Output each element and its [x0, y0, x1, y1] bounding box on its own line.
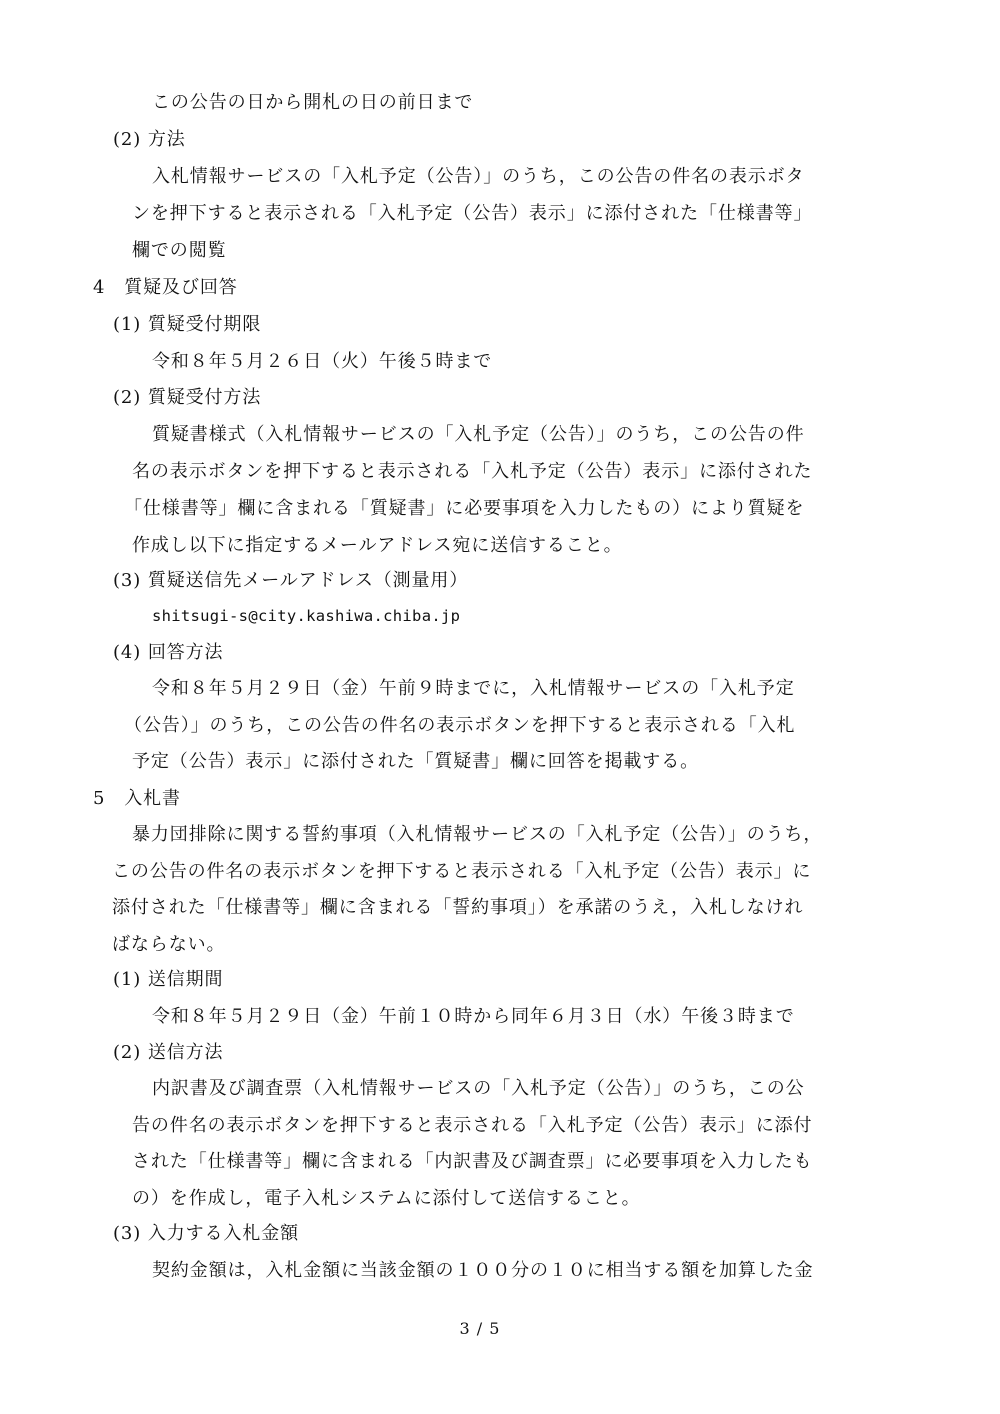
subsection-heading: (2) 質疑受付方法 [113, 387, 262, 408]
email-address: shitsugi-s@city.kashiwa.chiba.jp [152, 607, 461, 625]
body-line: 添付された「仕様書等」欄に含まれる「誓約事項」）を承諾のうえ，入札しなけれ [112, 897, 804, 918]
body-line: 告の件名の表示ボタンを押下すると表示される「入札予定（公告）表示」に添付 [132, 1115, 813, 1136]
body-line: この公告の件名の表示ボタンを押下すると表示される「入札予定（公告）表示」に [112, 861, 812, 882]
body-line: 令和８年５月２９日（金）午前９時までに，入札情報サービスの「入札予定 [152, 678, 795, 699]
body-line: 令和８年５月２９日（金）午前１０時から同年６月３日（水）午後３時まで [152, 1006, 795, 1027]
subsection-heading: (2) 送信方法 [113, 1042, 224, 1063]
body-line: この公告の日から開札の日の前日まで [152, 92, 474, 113]
subsection-heading: (3) 入力する入札金額 [113, 1223, 300, 1244]
section-heading: 4 質疑及び回答 [93, 277, 238, 298]
subsection-heading: (1) 質疑受付期限 [113, 314, 262, 335]
body-line: された「仕様書等」欄に含まれる「内訳書及び調査票」に必要事項を入力したも [132, 1151, 813, 1172]
body-line: 予定（公告）表示」に添付された「質疑書」欄に回答を掲載する。 [132, 751, 699, 772]
section-heading: 5 入札書 [93, 788, 181, 809]
body-line: の）を作成し，電子入札システムに添付して送信すること。 [132, 1188, 641, 1209]
body-line: 入札情報サービスの「入札予定（公告）」のうち，この公告の件名の表示ボタ [152, 166, 805, 187]
body-line: 作成し以下に指定するメールアドレス宛に送信すること。 [132, 535, 623, 556]
subsection-heading: (1) 送信期間 [113, 969, 224, 990]
body-line: ンを押下すると表示される「入札予定（公告）表示」に添付された「仕様書等」 [132, 203, 813, 224]
body-line: 令和８年５月２６日（火）午後５時まで [152, 351, 493, 372]
body-line: （公告）」のうち，この公告の件名の表示ボタンを押下すると表示される「入札 [124, 715, 796, 736]
page-number: 3 / 5 [459, 1319, 501, 1338]
body-line: 名の表示ボタンを押下すると表示される「入札予定（公告）表示」に添付された [132, 461, 813, 482]
subsection-heading: (4) 回答方法 [113, 642, 224, 663]
body-line: ばならない。 [112, 934, 226, 955]
body-line: 質疑書様式（入札情報サービスの「入札予定（公告）」のうち，この公告の件 [152, 424, 805, 445]
body-line: 内訳書及び調査票（入札情報サービスの「入札予定（公告）」のうち，この公 [152, 1078, 805, 1099]
body-line: 「仕様書等」欄に含まれる「質疑書」に必要事項を入力したもの）により質疑を [124, 498, 805, 519]
subsection-heading: (2) 方法 [113, 129, 186, 150]
body-line: 契約金額は，入札金額に当該金額の１００分の１０に相当する額を加算した金 [152, 1260, 814, 1281]
subsection-heading: (3) 質疑送信先メールアドレス（測量用） [113, 570, 469, 591]
body-line: 暴力団排除に関する誓約事項（入札情報サービスの「入札予定（公告）」のうち， [132, 824, 823, 845]
body-line: 欄での閲覧 [132, 240, 227, 261]
